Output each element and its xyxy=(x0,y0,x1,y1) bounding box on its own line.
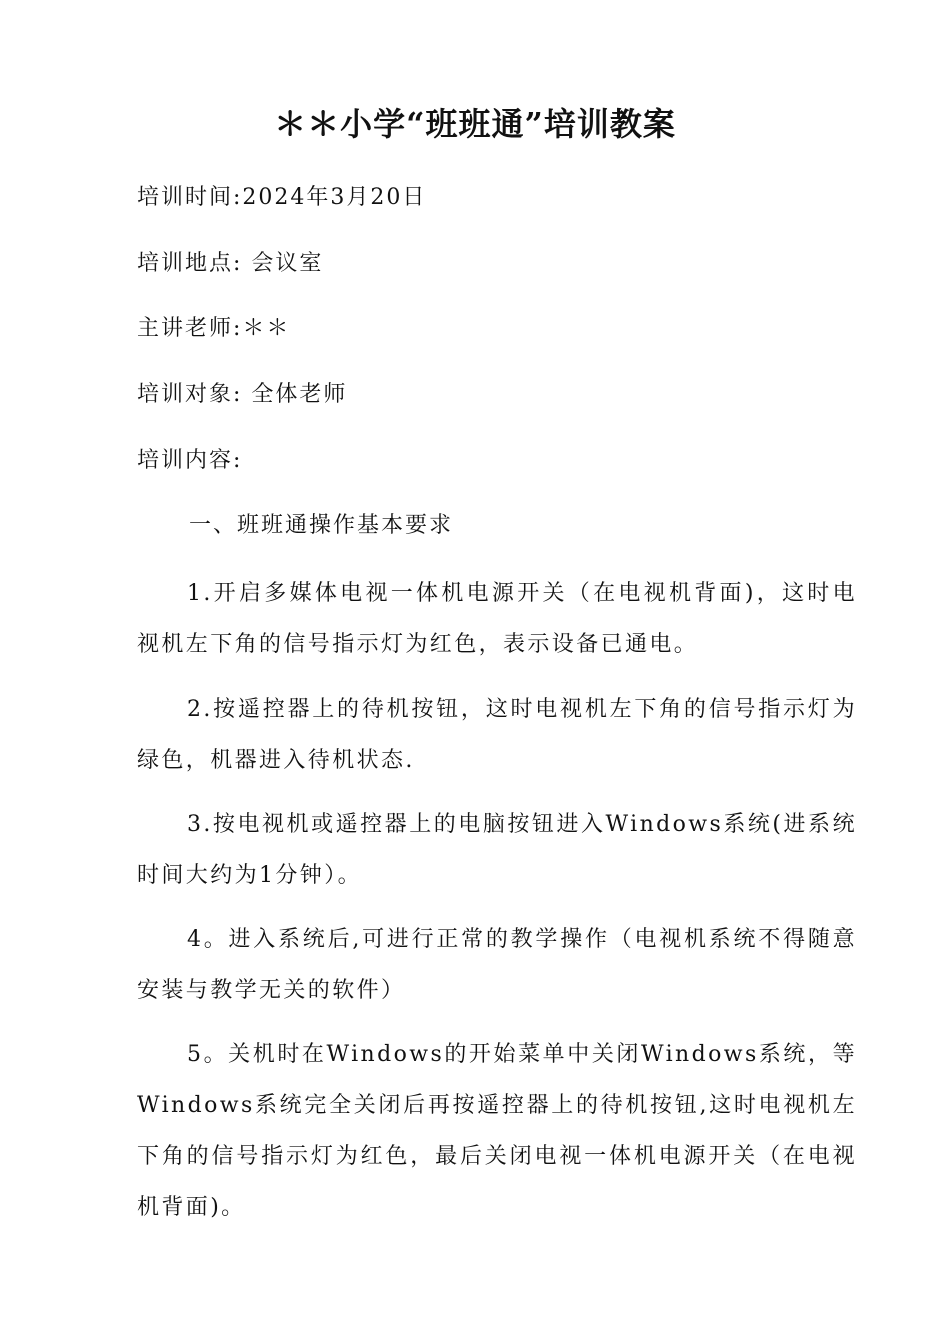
instruction-item: 2.按遥控器上的待机按钮，这时电视机左下角的信号指示灯为绿色，机器进入待机状态. xyxy=(137,697,857,773)
instruction-item: 4。进入系统后,可进行正常的教学操作（电视机系统不得随意安装与教学无关的软件） xyxy=(137,927,857,1003)
document-title: ＊＊小学“班班通”培训教案 xyxy=(274,105,676,143)
training-audience: 培训对象: 全体老师 xyxy=(137,382,348,407)
instruction-item: 5。关机时在Windows的开始菜单中关闭Windows系统，等Windows系统完全关闭后再按遥控器上的待机按钮,这时电视机左下角的信号指示灯为红色，最后关闭电视一体机电源开关（在电视机背面)。 xyxy=(137,1042,857,1220)
instruction-item: 3.按电视机或遥控器上的电脑按钮进入Windows系统(进系统时间大约为1分钟）。 xyxy=(137,812,857,888)
training-location: 培训地点: 会议室 xyxy=(137,251,324,276)
training-content-label: 培训内容: xyxy=(137,448,243,473)
instruction-item: 1.开启多媒体电视一体机电源开关（在电视机背面)，这时电视机左下角的信号指示灯为红色，表示设备已通电。 xyxy=(137,581,857,657)
section-heading: 一、班班通操作基本要求 xyxy=(189,513,454,538)
training-lecturer: 主讲老师:＊＊ xyxy=(137,316,291,341)
training-time: 培训时间:2024年3月20日 xyxy=(137,185,427,210)
